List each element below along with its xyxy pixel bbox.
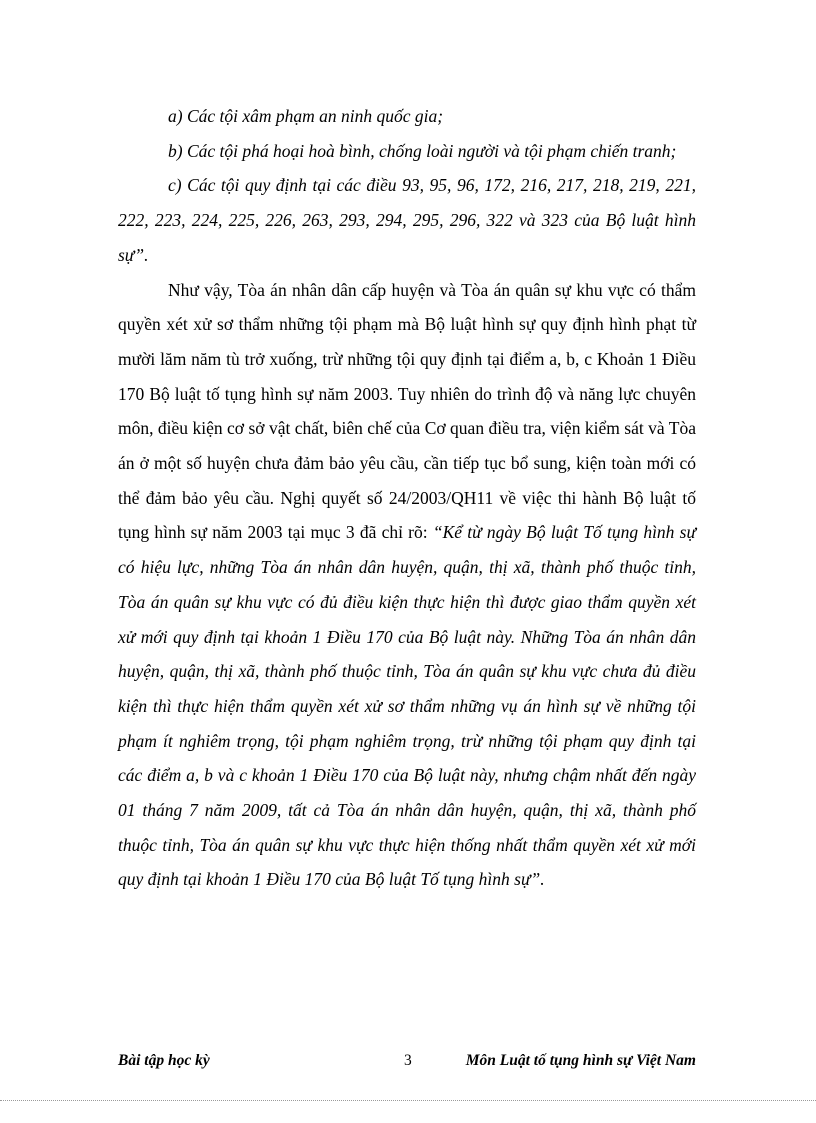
footer-subject-label: Môn Luật tố tụng hình sự Việt Nam [465,1052,696,1069]
list-item-a: a) Các tội xâm phạm an ninh quốc gia; [168,106,444,126]
document-body [118,99,696,897]
list-item-b: b) Các tội phá hoại hoà bình, chống loài người và tội phạm chiến tranh; [168,140,677,161]
body-paragraph [118,273,696,898]
page-footer [118,1052,696,1076]
page-number: 3 [404,1052,412,1069]
resolution-quote: “Kể từ ngày Bộ luật Tố tụng hình sự có hiệu lực, những Tòa án nhân dân huyện, quận, thị xã, thành phố thuộc tỉnh, Tòa án quân sự khu vực có đủ điều kiện thực hiện thì được giao thẩm quyền xét xử mới quy định tại khoản 1 Điều 170 của Bộ luật này. Những Tòa án nhân dân huyện, quận, thị xã, thành phố thuộc tỉnh, Tòa án quân sự khu vực chưa đủ điều kiện thì thực hiện thẩm quyền xét xử sơ thẩm những vụ án hình sự về những tội phạm ít nghiêm trọng, tội phạm nghiêm trọng, trừ những tội phạm quy định tại các điểm a, b và c khoản 1 Điều 170 của Bộ luật này, nhưng chậm nhất đến ngày 01 tháng 7 năm 2009, tất cả Tòa án nhân dân huyện, quận, thị xã, thành phố thuộc tỉnh, Tòa án quân sự khu vực thực hiện thống nhất thẩm quyền xét xử mới quy định tại khoản 1 Điều 170 của Bộ luật Tố tụng hình sự”. [118,522,697,890]
footer-course-label: Bài tập học kỳ [118,1052,210,1069]
list-item-c: c) Các tội quy định tại các điều 93, 95, 96, 172, 216, 217, 218, 219, 221, 222, 223, 224, 225, 226, 263, 293, 294, 295, 296, 322 và 323 của Bộ luật hình sự”. [118,175,696,265]
page-bottom-divider [0,1100,816,1101]
paragraph-intro: Như vậy, Tòa án nhân dân cấp huyện và Tòa án quân sự khu vực có thẩm quyền xét xử sơ thẩm những tội phạm mà Bộ luật hình sự quy định hình phạt từ mười lăm năm tù trở xuống, trừ những tội quy định tại điểm a, b, c Khoản 1 Điều 170 Bộ luật tố tụng hình sự năm 2003. Tuy nhiên do trình độ và năng lực chuyên môn, điều kiện cơ sở vật chất, biên chế của Cơ quan điều tra, viện kiểm sát và Tòa án ở một số huyện chưa đảm bảo yêu cầu, cần tiếp tục bổ sung, kiện toàn mới có thể đảm bảo yêu cầu. Nghị quyết số 24/2003/QH11 về việc thi hành Bộ luật tố tụng hình sự năm 2003 tại mục 3 đã chỉ rõ: [118,279,696,543]
